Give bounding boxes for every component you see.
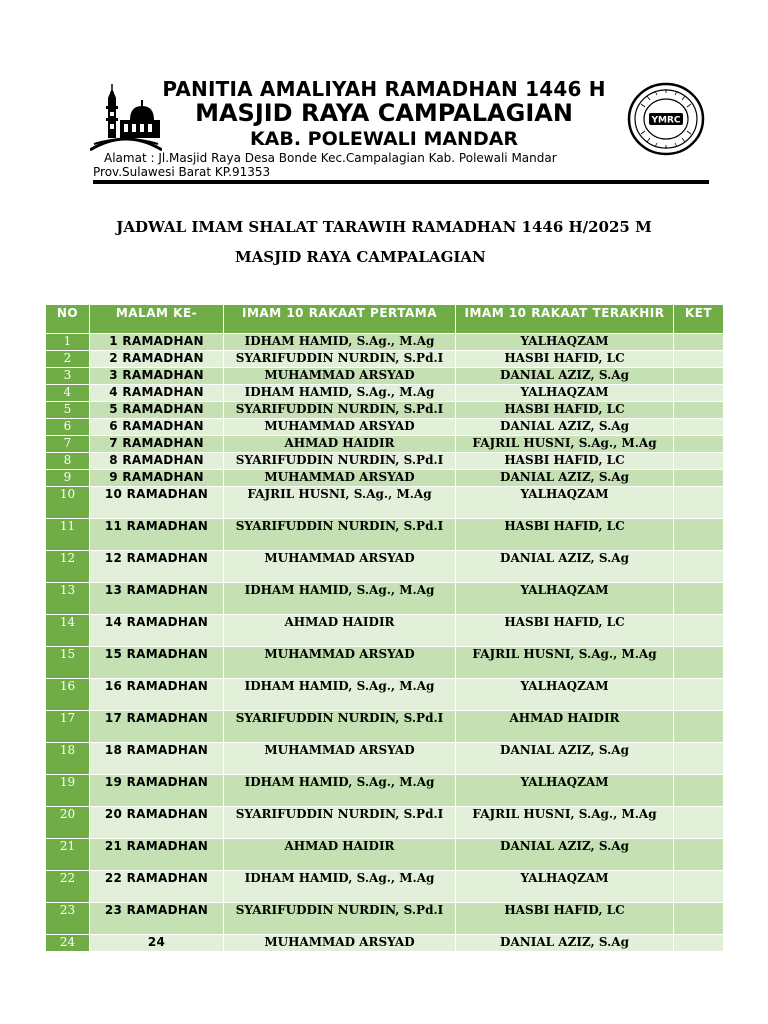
imam-last-cell: DANIAL AZIZ, S.Ag (456, 368, 674, 385)
row-number: 18 (46, 743, 90, 775)
row-number: 22 (46, 871, 90, 903)
remarks-cell (674, 419, 724, 436)
imam-last-cell: HASBI HAFID, LC (456, 903, 674, 935)
night-cell: 10 RAMADHAN (90, 487, 224, 519)
row-number: 4 (46, 385, 90, 402)
night-cell: 5 RAMADHAN (90, 402, 224, 419)
row-number: 7 (46, 436, 90, 453)
document-title: JADWAL IMAM SHALAT TARAWIH RAMADHAN 1446 H/2025 M (116, 218, 652, 236)
table-row (46, 551, 724, 583)
imam-last-cell: YALHAQZAM (456, 871, 674, 903)
imam-last-cell: DANIAL AZIZ, S.Ag (456, 743, 674, 775)
night-cell: 7 RAMADHAN (90, 436, 224, 453)
imam-first-cell: SYARIFUDDIN NURDIN, S.Pd.I (224, 711, 456, 743)
night-cell: 17 RAMADHAN (90, 711, 224, 743)
row-number: 13 (46, 583, 90, 615)
table-row (46, 487, 724, 519)
imam-first-cell: MUHAMMAD ARSYAD (224, 743, 456, 775)
remarks-cell (674, 551, 724, 583)
imam-last-cell: FAJRIL HUSNI, S.Ag., M.Ag (456, 807, 674, 839)
row-number: 8 (46, 453, 90, 470)
remarks-cell (674, 711, 724, 743)
row-number: 15 (46, 647, 90, 679)
row-number: 19 (46, 775, 90, 807)
imam-last-cell: FAJRIL HUSNI, S.Ag., M.Ag (456, 647, 674, 679)
table-row (46, 775, 724, 807)
remarks-cell (674, 775, 724, 807)
imam-last-cell: YALHAQZAM (456, 775, 674, 807)
imam-first-cell: IDHAM HAMID, S.Ag., M.Ag (224, 679, 456, 711)
committee-title: PANITIA AMALIYAH RAMADHAN 1446 H (162, 77, 606, 101)
regency-name: KAB. POLEWALI MANDAR (249, 128, 519, 150)
night-cell: 16 RAMADHAN (90, 679, 224, 711)
imam-first-cell: SYARIFUDDIN NURDIN, S.Pd.I (224, 519, 456, 551)
night-cell: 15 RAMADHAN (90, 647, 224, 679)
row-number: 16 (46, 679, 90, 711)
table-body (46, 334, 724, 952)
table-row (46, 807, 724, 839)
imam-last-cell: HASBI HAFID, LC (456, 453, 674, 470)
table-row (46, 436, 724, 453)
header-malam: MALAM KE- (90, 305, 224, 334)
row-number: 6 (46, 419, 90, 436)
table-row (46, 839, 724, 871)
imam-last-cell: HASBI HAFID, LC (456, 402, 674, 419)
imam-first-cell: SYARIFUDDIN NURDIN, S.Pd.I (224, 402, 456, 419)
night-cell: 18 RAMADHAN (90, 743, 224, 775)
night-cell: 11 RAMADHAN (90, 519, 224, 551)
row-number: 1 (46, 334, 90, 351)
table-row (46, 368, 724, 385)
header-ket: KET (674, 305, 724, 334)
night-cell: 6 RAMADHAN (90, 419, 224, 436)
document-subtitle: MASJID RAYA CAMPALAGIAN (235, 248, 486, 266)
remarks-cell (674, 935, 724, 952)
row-number: 9 (46, 470, 90, 487)
imam-last-cell: HASBI HAFID, LC (456, 519, 674, 551)
remarks-cell (674, 903, 724, 935)
remarks-cell (674, 743, 724, 775)
remarks-cell (674, 470, 724, 487)
remarks-cell (674, 436, 724, 453)
table-row (46, 385, 724, 402)
table-row (46, 583, 724, 615)
row-number: 11 (46, 519, 90, 551)
header-imam-last: IMAM 10 RAKAAT TERAKHIR (456, 305, 674, 334)
imam-first-cell: MUHAMMAD ARSYAD (224, 368, 456, 385)
imam-first-cell: MUHAMMAD ARSYAD (224, 551, 456, 583)
remarks-cell (674, 402, 724, 419)
row-number: 14 (46, 615, 90, 647)
imam-last-cell: YALHAQZAM (456, 385, 674, 402)
table-row (46, 519, 724, 551)
remarks-cell (674, 583, 724, 615)
remarks-cell (674, 351, 724, 368)
imam-first-cell: IDHAM HAMID, S.Ag., M.Ag (224, 775, 456, 807)
table-row (46, 903, 724, 935)
night-cell: 2 RAMADHAN (90, 351, 224, 368)
remarks-cell (674, 368, 724, 385)
remarks-cell (674, 334, 724, 351)
table-row (46, 679, 724, 711)
table-row (46, 615, 724, 647)
imam-first-cell: SYARIFUDDIN NURDIN, S.Pd.I (224, 807, 456, 839)
remarks-cell (674, 807, 724, 839)
imam-first-cell: AHMAD HAIDIR (224, 615, 456, 647)
table-row (46, 935, 724, 952)
remarks-cell (674, 615, 724, 647)
remarks-cell (674, 679, 724, 711)
night-cell: 20 RAMADHAN (90, 807, 224, 839)
imam-first-cell: SYARIFUDDIN NURDIN, S.Pd.I (224, 903, 456, 935)
imam-first-cell: FAJRIL HUSNI, S.Ag., M.Ag (224, 487, 456, 519)
address-line-1: Alamat : Jl.Masjid Raya Desa Bonde Kec.Campalagian Kab. Polewali Mandar (104, 151, 557, 165)
night-cell: 19 RAMADHAN (90, 775, 224, 807)
imam-first-cell: SYARIFUDDIN NURDIN, S.Pd.I (224, 351, 456, 368)
row-number: 12 (46, 551, 90, 583)
imam-first-cell: MUHAMMAD ARSYAD (224, 470, 456, 487)
row-number: 21 (46, 839, 90, 871)
table-row (46, 470, 724, 487)
night-cell: 9 RAMADHAN (90, 470, 224, 487)
night-cell: 22 RAMADHAN (90, 871, 224, 903)
row-number: 3 (46, 368, 90, 385)
header-divider (93, 180, 709, 184)
remarks-cell (674, 647, 724, 679)
remarks-cell (674, 839, 724, 871)
imam-last-cell: YALHAQZAM (456, 334, 674, 351)
imam-first-cell: MUHAMMAD ARSYAD (224, 935, 456, 952)
table-header-row (46, 305, 724, 334)
row-number: 20 (46, 807, 90, 839)
imam-last-cell: HASBI HAFID, LC (456, 351, 674, 368)
remarks-cell (674, 385, 724, 402)
imam-last-cell: DANIAL AZIZ, S.Ag (456, 551, 674, 583)
imam-first-cell: SYARIFUDDIN NURDIN, S.Pd.I (224, 453, 456, 470)
remarks-cell (674, 519, 724, 551)
seal-text: YMRC (651, 115, 681, 126)
night-cell: 21 RAMADHAN (90, 839, 224, 871)
imam-last-cell: DANIAL AZIZ, S.Ag (456, 839, 674, 871)
table-row (46, 743, 724, 775)
night-cell: 24 (90, 935, 224, 952)
imam-first-cell: MUHAMMAD ARSYAD (224, 647, 456, 679)
table-row (46, 402, 724, 419)
night-cell: 13 RAMADHAN (90, 583, 224, 615)
imam-last-cell: DANIAL AZIZ, S.Ag (456, 419, 674, 436)
night-cell: 3 RAMADHAN (90, 368, 224, 385)
imam-last-cell: YALHAQZAM (456, 487, 674, 519)
row-number: 5 (46, 402, 90, 419)
imam-last-cell: DANIAL AZIZ, S.Ag (456, 935, 674, 952)
imam-first-cell: IDHAM HAMID, S.Ag., M.Ag (224, 385, 456, 402)
table-row (46, 711, 724, 743)
imam-last-cell: HASBI HAFID, LC (456, 615, 674, 647)
night-cell: 8 RAMADHAN (90, 453, 224, 470)
header-no: NO (46, 305, 90, 334)
header-imam-first: IMAM 10 RAKAAT PERTAMA (224, 305, 456, 334)
imam-first-cell: MUHAMMAD ARSYAD (224, 419, 456, 436)
mosque-name: MASJID RAYA CAMPALAGIAN (195, 99, 573, 127)
night-cell: 14 RAMADHAN (90, 615, 224, 647)
tarawih-schedule-table (45, 304, 724, 952)
imam-first-cell: AHMAD HAIDIR (224, 436, 456, 453)
table-row (46, 419, 724, 436)
row-number: 10 (46, 487, 90, 519)
row-number: 24 (46, 935, 90, 952)
imam-first-cell: IDHAM HAMID, S.Ag., M.Ag (224, 334, 456, 351)
imam-first-cell: AHMAD HAIDIR (224, 839, 456, 871)
imam-last-cell: FAJRIL HUSNI, S.Ag., M.Ag (456, 436, 674, 453)
imam-first-cell: IDHAM HAMID, S.Ag., M.Ag (224, 871, 456, 903)
row-number: 23 (46, 903, 90, 935)
table-row (46, 453, 724, 470)
imam-first-cell: IDHAM HAMID, S.Ag., M.Ag (224, 583, 456, 615)
row-number: 17 (46, 711, 90, 743)
imam-last-cell: AHMAD HAIDIR (456, 711, 674, 743)
night-cell: 4 RAMADHAN (90, 385, 224, 402)
row-number: 2 (46, 351, 90, 368)
imam-last-cell: YALHAQZAM (456, 679, 674, 711)
remarks-cell (674, 453, 724, 470)
table-row (46, 351, 724, 368)
night-cell: 1 RAMADHAN (90, 334, 224, 351)
remarks-cell (674, 487, 724, 519)
address-line-2: Prov.Sulawesi Barat KP.91353 (93, 165, 271, 179)
table-row (46, 871, 724, 903)
night-cell: 12 RAMADHAN (90, 551, 224, 583)
remarks-cell (674, 871, 724, 903)
table-row (46, 334, 724, 351)
imam-last-cell: YALHAQZAM (456, 583, 674, 615)
imam-last-cell: DANIAL AZIZ, S.Ag (456, 470, 674, 487)
night-cell: 23 RAMADHAN (90, 903, 224, 935)
table-row (46, 647, 724, 679)
